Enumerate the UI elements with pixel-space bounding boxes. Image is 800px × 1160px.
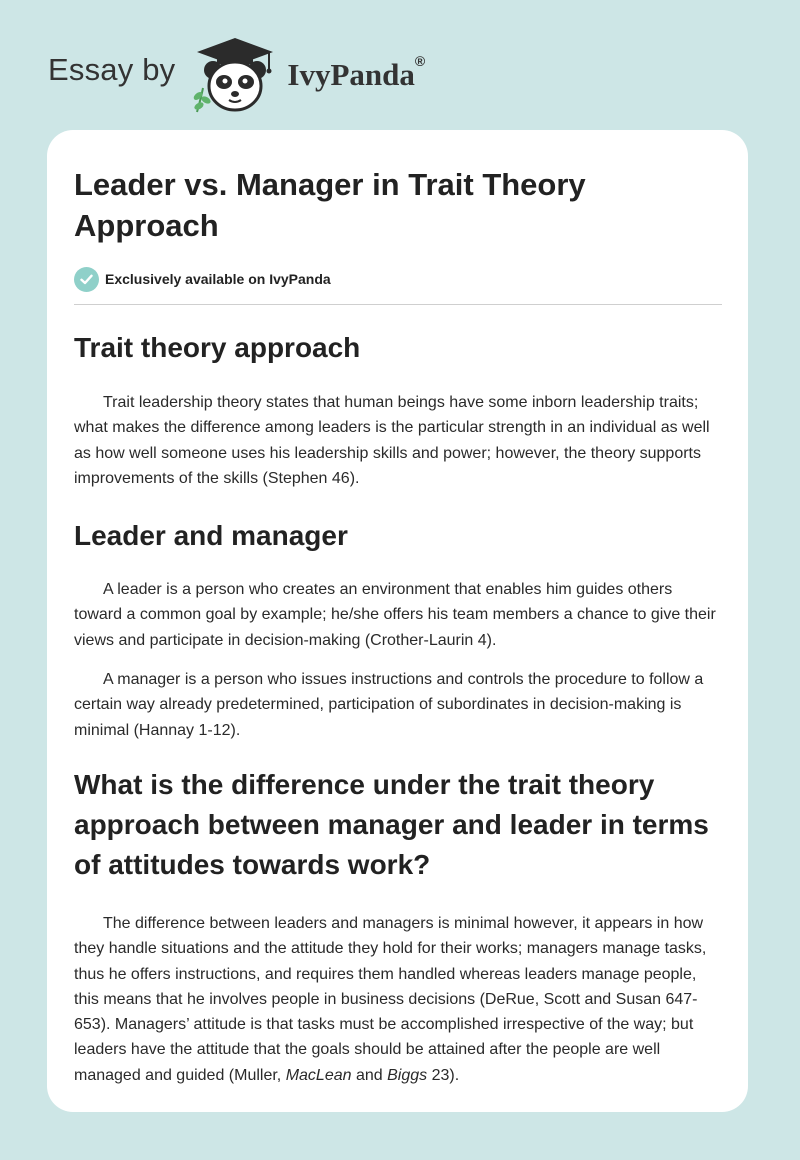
essay-card xyxy=(47,130,748,1112)
panda-graduate-icon[interactable] xyxy=(189,34,281,114)
paragraph-leader-definition: A leader is a person who creates an environment that enables him guides others toward a common goal by example; he/she offers his team members a chance to give their views and participate in decision-making (Crother-Laurin 4). xyxy=(74,581,716,649)
registered-mark: ® xyxy=(414,53,426,69)
citation-author-maclean: MacLean xyxy=(285,1066,352,1084)
exclusive-badge xyxy=(74,266,722,292)
check-icon xyxy=(74,267,99,292)
paragraph-difference xyxy=(74,911,722,1088)
paragraph-manager-definition: A manager is a person who issues instructions and controls the procedure to follow a certain way already predetermined, participation of subordinates in decision-making is minimal (Hannay 1-12). xyxy=(74,671,704,739)
brand-name: IvyPanda xyxy=(287,57,415,92)
section-heading-difference: What is the difference under the trait theory approach between manager and leader in terms of attitudes towards work? xyxy=(74,768,709,880)
exclusive-label: Exclusively available on IvyPanda xyxy=(105,271,331,287)
site-header xyxy=(48,34,425,114)
paragraph-difference-end: 23). xyxy=(427,1066,460,1084)
page-title: Leader vs. Manager in Trait Theory Approach xyxy=(74,167,586,243)
citation-author-biggs: Biggs xyxy=(387,1066,428,1084)
paragraph-trait-theory: Trait leadership theory states that human beings have some inborn leadership traits; what makes the difference among leaders is the particular strength in an individual as well as how well someone uses his leadership skills and power; however, the theory supports improvements of the skills (Stephen 46). xyxy=(74,394,710,487)
paragraph-difference-and: and xyxy=(351,1066,388,1084)
paragraph-difference-text: The difference between leaders and managers is minimal however, it appears in how they handle situations and the attitude they hold for their works; managers manage tasks, thus he offers instructions, and requires them handled whereas leaders manage people, this means that he involves people in business decisions (DeRue, Scott and Susan 647-653). Managers’ attitude is that tasks must be accomplished irrespective of the way; but leaders have the attitude that the goals should be attained after the people are well managed and guided (Muller, xyxy=(74,914,707,1084)
section-heading-trait-theory: Trait theory approach xyxy=(74,332,361,363)
divider xyxy=(74,304,722,305)
essay-content xyxy=(74,164,722,1088)
essay-by-label: Essay by xyxy=(48,52,176,87)
section-heading-leader-manager: Leader and manager xyxy=(74,520,348,552)
brand-logo-text[interactable] xyxy=(287,53,426,93)
